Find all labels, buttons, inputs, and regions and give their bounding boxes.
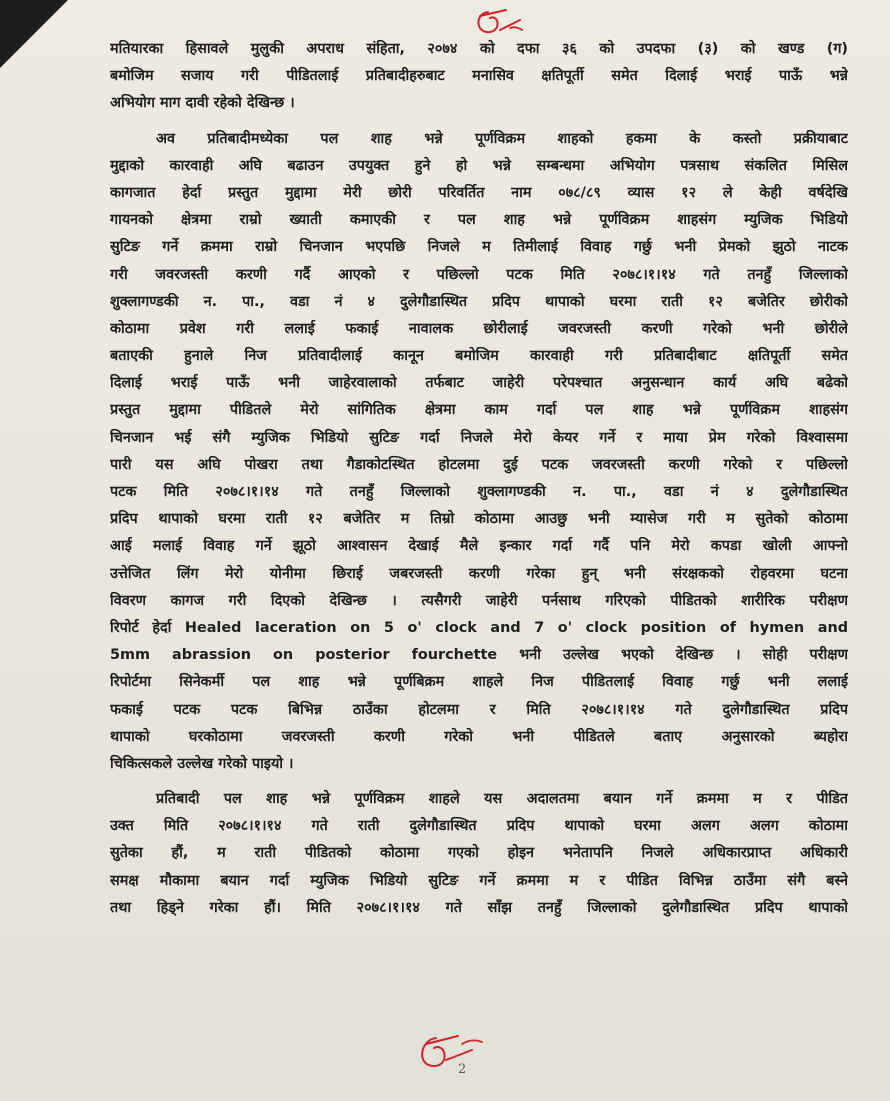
- text-line: अव प्रतिबादीमध्येका पल शाह भन्ने पूर्णविक्रम शाहको हकमा के कस्तो प्रक्रीयाबाट: [156, 130, 848, 147]
- scan-corner-shadow: [0, 0, 68, 68]
- handwritten-signature-icon: [402, 1030, 492, 1080]
- text-line: रिपोर्ट हेर्दा Healed laceration on 5 o' clock and 7 o' clock position of hymen and: [110, 619, 848, 636]
- text-line: कागजात हेर्दा प्रस्तुत मुद्दामा मेरी छोरी परिवर्तित नाम ०७८/८९ व्यास १२ ले केही वर्षदेखि: [110, 184, 848, 201]
- text-line: बमोजिम सजाय गरी पीडितलाई प्रतिबादीहरुबाट मनासिव क्षतिपूर्ती समेत दिलाई भराई पाऊँ भन्ने: [110, 68, 848, 85]
- text-line: प्रस्तुत मुद्दामा पीडितले मेरो सांगितिक क्षेत्रमा काम गर्दा पल शाह भन्ने पूर्णविक्रम शाहसंग: [110, 402, 848, 419]
- text-line: प्रतिबादी पल शाह भन्ने पूर्णविक्रम शाहले यस अदालतमा बयान गर्ने क्रममा म र पीडित: [156, 791, 848, 808]
- text-line: सुटिङ गर्ने क्रममा राम्रो चिनजान भएपछि निजले म तिमीलाई विवाह गर्छु भनी प्रेमको झुठो नाटक: [110, 239, 848, 256]
- text-line: गायनको क्षेत्रमा राम्रो ख्याती कमाएकी र पल शाह भन्ने पूर्णविक्रम शाहसंग म्युजिक भिडियो: [110, 212, 848, 229]
- text-line: शुक्लागण्डकी न. पा., वडा नं ४ दुलेगौडास्थित प्रदिप थापाको घरमा राती १२ बजेतिर छोरीको: [110, 293, 848, 310]
- text-line: पटक मिति २०७८।१।१४ गते तनहुँ जिल्लाको शुक्लागण्डकी न. पा., वडा नं ४ दुलेगौडास्थित: [110, 484, 848, 500]
- text-line: समक्ष मौकामा बयान गर्दा म्युजिक भिडियो सुटिङ गर्ने क्रममा म र पीडित विभिन्न ठाउँमा संगै बस्ने: [110, 872, 848, 889]
- text-line: चिकित्सकले उल्लेख गरेको पाइयो ।: [110, 755, 294, 772]
- text-line: कोठामा प्रवेश गरी ललाई फकाई नावालक छोरीलाई जवरजस्ती करणी गरेको भनी छोरीले: [110, 320, 848, 337]
- text-line: उक्त मिति २०७८।१।१४ गते राती दुलेगौडास्थित प्रदिप थापाको घरमा अलग अलग कोठामा: [110, 818, 848, 835]
- text-line: प्रदिप थापाको घरमा राती १२ बजेतिर म तिम्रो कोठामा आउछु भनी म्यासेज गरी म सुतेको कोठामा: [110, 511, 848, 528]
- text-line: पारी यस अघि पोखरा तथा गैडाकोटस्थित होटलमा दुई पटक जवरजस्ती करणी गरेको र पछिल्लो: [110, 456, 848, 473]
- text-line: थापाको घरकोठामा जवरजस्ती करणी गरेको भनी पीडितले बताए अनुसारको ब्यहोरा: [110, 728, 848, 745]
- text-line: अभियोग माग दावी रहेको देखिन्छ ।: [110, 95, 295, 112]
- text-line: गरी जवरजस्ती करणी गर्दै आएको र पछिल्लो पटक मिति २०७८।१।१४ गते तनहुँ जिल्लाको: [110, 266, 848, 283]
- text-line: मुद्दाको कारवाही अघि बढाउन उपयुक्त हुने हो भन्ने सम्बन्धमा अभियोग पत्रसाथ संकलित मिसिल: [110, 157, 848, 174]
- document-body: [110, 36, 848, 922]
- page-number: 2: [458, 1062, 467, 1077]
- text-line: आई मलाई विवाह गर्ने झूठो आश्वासन देखाई मैले इन्कार गर्दा गर्दै पनि मेरो कपडा खोली आफ्नो: [110, 538, 848, 555]
- text-line: विवरण कागज गरी दिएको देखिन्छ । त्यसैगरी जाहेरी पर्नसाथ गरिएको पीडितको शारीरिक परीक्षण: [110, 592, 848, 609]
- text-line: चिनजान भई संगै म्युजिक भिडियो सुटिङ गर्दा निजले मेरो केयर गर्ने र माया प्रेम गरेको विश्वासमा: [110, 429, 848, 446]
- paragraph: [110, 36, 848, 118]
- text-line: बताएकी हुनाले निज प्रतिवादीलाई कानून बमोजिम कारवाही गरी प्रतिबादीबाट क्षतिपूर्ती समेत: [110, 348, 848, 365]
- paragraph: [110, 126, 848, 779]
- text-line: उत्तेजित लिंग मेरो योनीमा छिराई जबरजस्ती करणी गरेका हुन् भनी संरक्षकको रोहवरमा घटना: [110, 565, 848, 582]
- text-line: रिपोर्टमा सिनेकर्मी पल शाह भन्ने पूर्णबिक्रम शाहले निज पीडितलाई विवाह गर्छु भनी ललाई: [110, 674, 848, 691]
- text-line: मतियारका हिसावले मुलुकी अपराध संहिता, २०७४ को दफा ३६ को उपदफा (३) को खण्ड (ग): [110, 41, 848, 57]
- text-line: दिलाई भराई पाऊँ भनी जाहेरवालाको तर्फबाट जाहेरी परेपश्चात अनुसन्धान कार्य अघि बढेको: [110, 375, 848, 392]
- text-line: सुतेका हौं, म राती पीडितको कोठामा गएको होइन भनेतापनि निजले अधिकारप्राप्त अधिकारी: [110, 845, 848, 862]
- text-line: तथा हिड्ने गरेका हौं। मिति २०७८।१।१४ गते साँझ तनहुँ जिल्लाको दुलेगौडास्थित प्रदिप थापाको: [110, 899, 848, 916]
- paragraph: [110, 786, 848, 922]
- text-line: फकाई पटक पटक बिभिन्न ठाउँका होटलमा र मिति २०७८।१।१४ गते दुलेगौडास्थित प्रदिप: [110, 701, 848, 718]
- text-line: 5mm abrassion on posterior fourchette भनी उल्लेख भएको देखिन्छ । सोही परीक्षण: [110, 647, 848, 664]
